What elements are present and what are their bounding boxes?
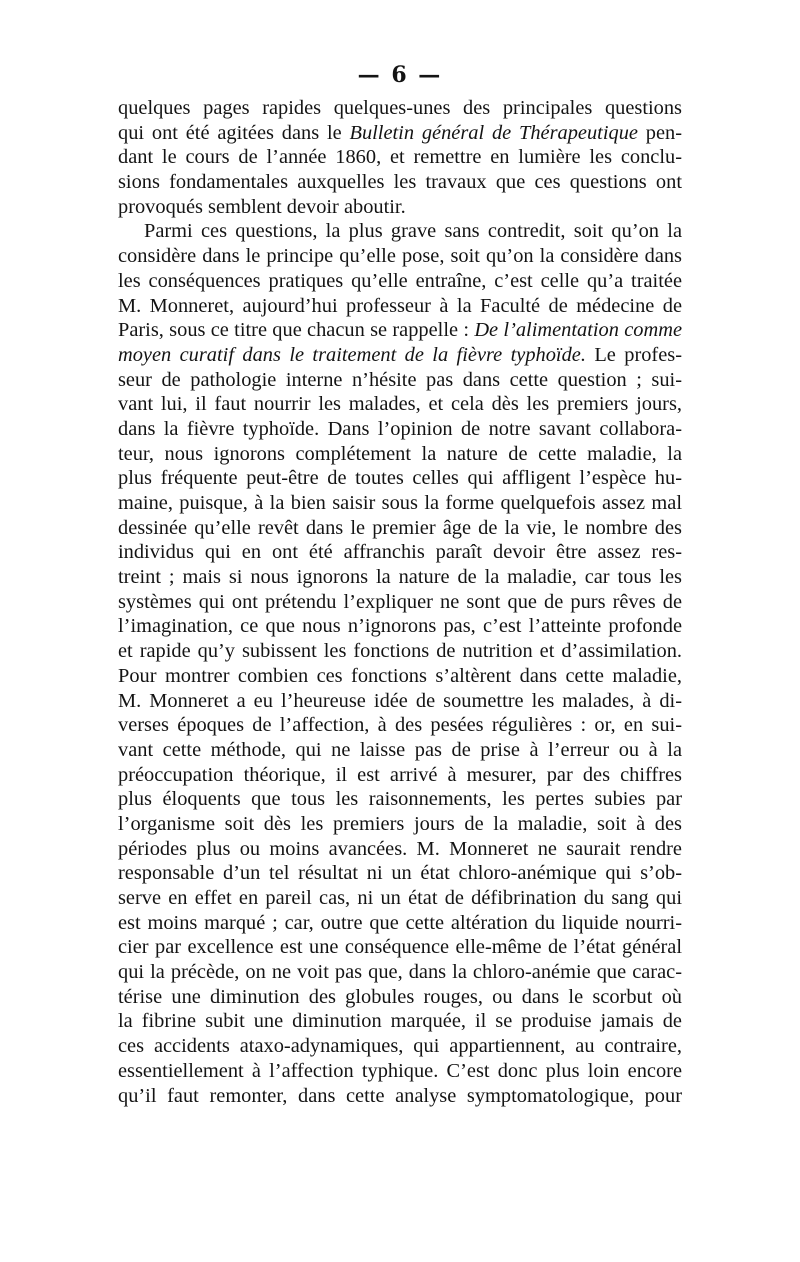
text-line: teur, nous ignorons complétement la nature de cette maladie, la xyxy=(118,442,682,465)
page-number: — 6 — xyxy=(357,62,443,88)
text-line: vant cette méthode, qui ne laisse pas de prise à l’erreur ou à la xyxy=(118,738,682,761)
text-line: responsable d’un tel résultat ni un état chloro-anémique qui s’ob- xyxy=(118,862,682,885)
text-line: serve en effet en pareil cas, ni un état de défibrination du sang qui xyxy=(118,887,682,909)
text-line: M. Monneret, aujourd’hui professeur à la Faculté de médecine de xyxy=(118,294,682,317)
text-segment: qui ont été agitées dans le xyxy=(118,121,350,144)
text-line: provoqués semblent devoir aboutir. xyxy=(118,195,406,218)
text-line xyxy=(118,121,682,146)
text-line xyxy=(118,318,682,343)
text-line: verses époques de l’affection, à des pesées régulières : or, en sui- xyxy=(118,714,682,737)
text-line: systèmes qui ont prétendu l’expliquer ne sont que de purs rêves de xyxy=(118,590,682,613)
text-line: ces accidents ataxo-adynamiques, qui appartiennent, au contraire, xyxy=(118,1035,682,1058)
text-line: plus éloquents que tous les raisonnements, les pertes subies par xyxy=(118,788,682,811)
text-line: périodes plus ou moins avancées. M. Monneret ne saurait rendre xyxy=(118,837,682,860)
italic-work-title: De l’alimentation comme xyxy=(474,319,682,342)
text-segment: pen- xyxy=(637,121,682,144)
text-line: cier par excellence est une conséquence elle-même de l’état général xyxy=(118,936,682,959)
text-line: essentiellement à l’affection typhique. C’est donc plus loin encore xyxy=(118,1059,682,1082)
text-line: maine, puisque, à la bien saisir sous la forme quelquefois assez mal xyxy=(118,492,682,514)
text-line xyxy=(118,343,682,368)
text-line: les conséquences pratiques qu’elle entraîne, c’est celle qu’a traitée xyxy=(118,269,682,292)
text-line: Parmi ces questions, la plus grave sans contredit, soit qu’on la xyxy=(144,220,682,243)
text-line: sions fondamentales auxquelles les travaux que ces questions ont xyxy=(118,171,682,194)
text-segment: Le profes- xyxy=(585,343,682,366)
italic-work-title: moyen curatif dans le traitement de la fièvre typhoïde. xyxy=(118,343,586,366)
text-line: la fibrine subit une diminution marquée, il se produise jamais de xyxy=(118,1010,682,1033)
text-line: individus qui en ont été affranchis paraît devoir être assez res- xyxy=(118,541,682,564)
text-line: qui la précède, on ne voit pas que, dans la chloro-anémie que carac- xyxy=(118,961,682,984)
text-line: M. Monneret a eu l’heureuse idée de soumettre les malades, à di- xyxy=(118,689,682,712)
text-line: l’organisme soit dès les premiers jours de la maladie, soit à des xyxy=(118,812,682,835)
text-line: l’imagination, ce que nous n’ignorons pas, c’est l’atteinte profonde xyxy=(118,615,682,638)
text-line: Pour montrer combien ces fonctions s’altèrent dans cette maladie, xyxy=(118,664,682,687)
italic-journal-title: Bulletin général de Thérapeutique xyxy=(349,121,638,144)
text-line: vant lui, il faut nourrir les malades, et cela dès les premiers jours, xyxy=(118,393,682,416)
text-line: et rapide qu’y subissent les fonctions de nutrition et d’assimilation. xyxy=(118,640,682,663)
text-line: dans la fièvre typhoïde. Dans l’opinion de notre savant collabora- xyxy=(118,417,682,440)
text-line: considère dans le principe qu’elle pose, soit qu’on la considère dans xyxy=(118,245,682,268)
text-line: préoccupation théorique, il est arrivé à mesurer, par des chiffres xyxy=(118,763,682,786)
text-line: est moins marqué ; car, outre que cette altération du liquide nourri- xyxy=(118,911,682,934)
text-line: treint ; mais si nous ignorons la nature de la maladie, car tous les xyxy=(118,566,682,589)
text-line: qu’il faut remonter, dans cette analyse symptomatologique, pour xyxy=(118,1084,682,1107)
text-line: térise une diminution des globules rouges, ou dans le scorbut où xyxy=(118,985,682,1008)
body-text xyxy=(118,96,682,1108)
text-line: dessinée qu’elle revêt dans le premier âge de la vie, le nombre des xyxy=(118,516,682,539)
text-line: quelques pages rapides quelques-unes des principales questions xyxy=(118,97,682,119)
text-line: seur de pathologie interne n’hésite pas dans cette question ; sui- xyxy=(118,368,682,391)
text-line: dant le cours de l’année 1860, et remettre en lumière les conclu- xyxy=(118,146,682,169)
text-segment: Paris, sous ce titre que chacun se rappelle : xyxy=(118,319,475,342)
text-line: plus fréquente peut-être de toutes celles qui affligent l’espèce hu- xyxy=(118,467,682,490)
